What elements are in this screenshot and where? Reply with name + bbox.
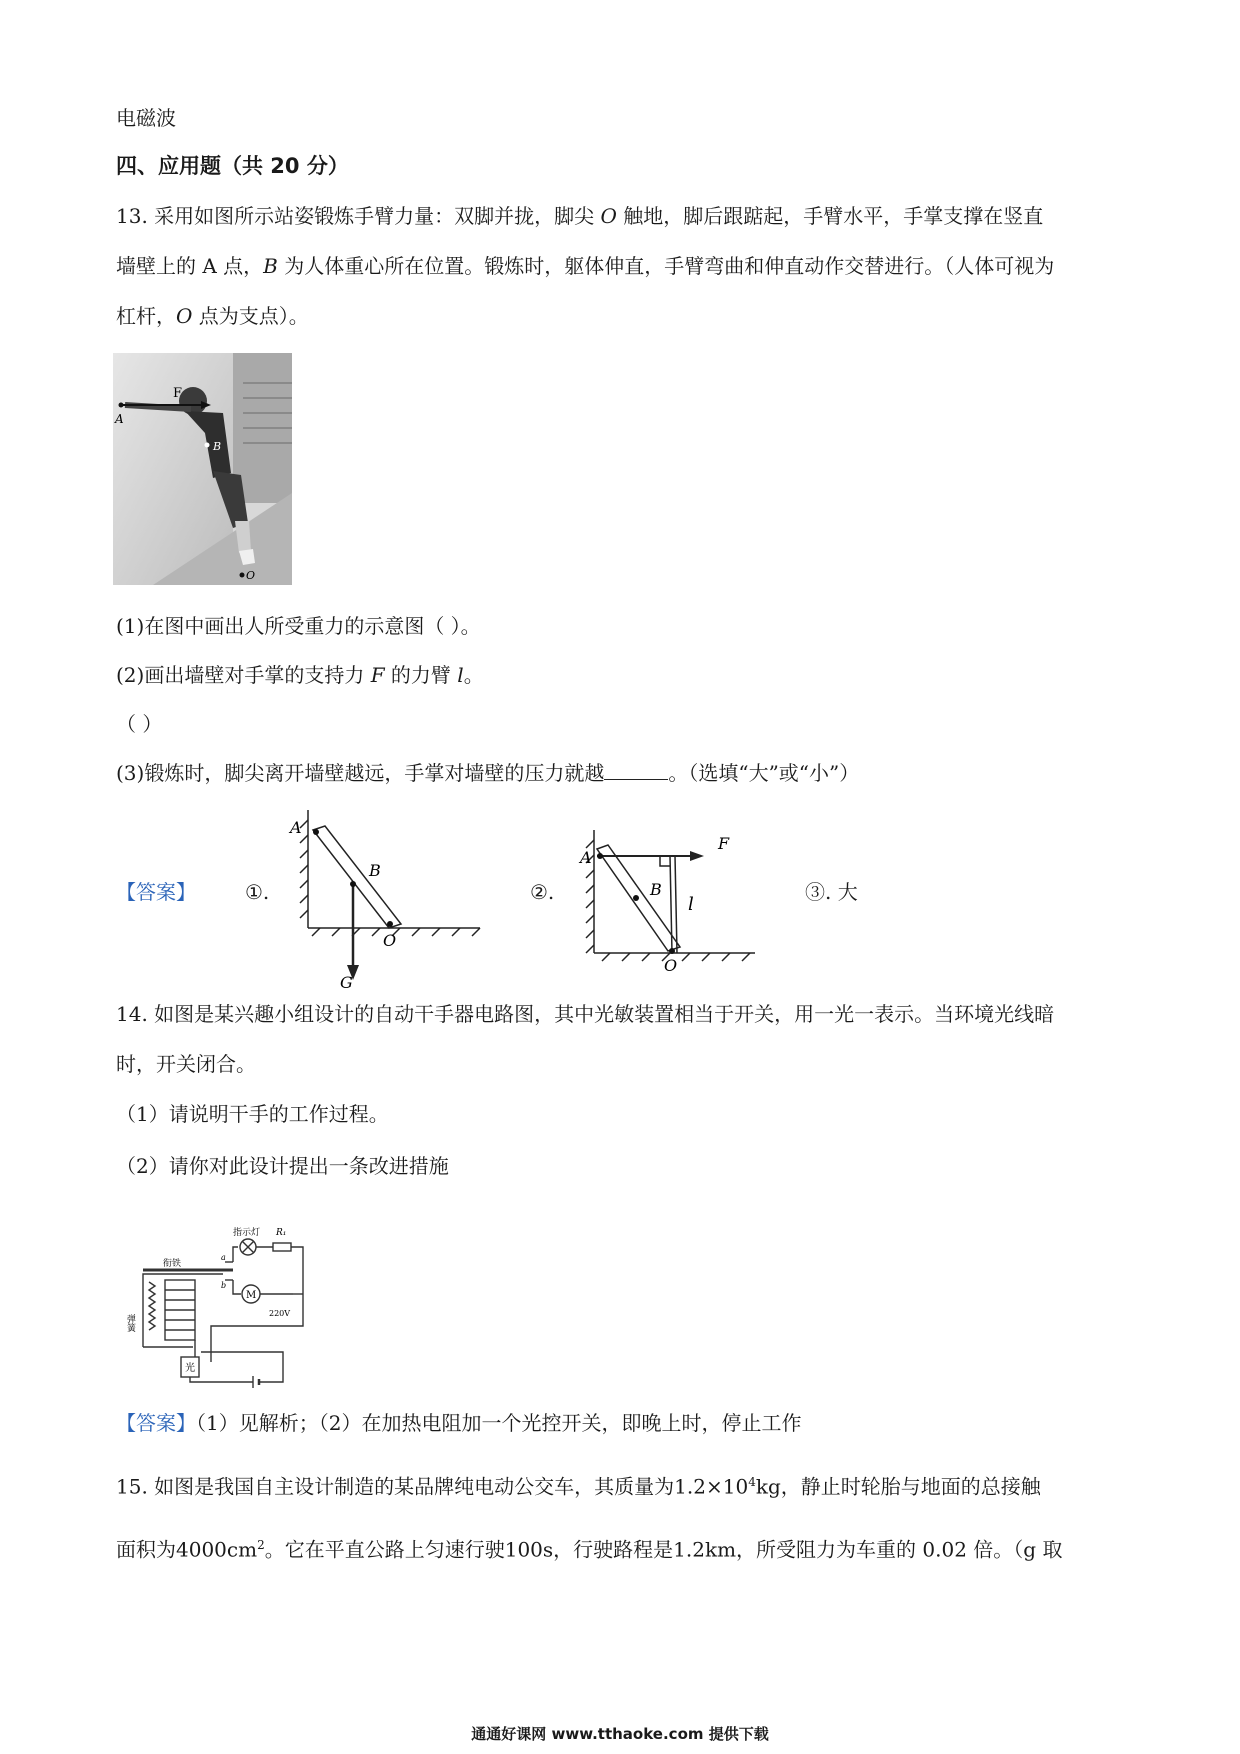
photo-label-F: F <box>173 386 183 401</box>
fig2-label-A: A <box>580 848 592 867</box>
top-line: 电磁波 <box>116 106 176 130</box>
fig2-label-O: O <box>664 956 678 975</box>
q15-line1: 15. 如图是我国自主设计制造的某品牌纯电动公交车，其质量为$1.2\times 10^4kg$，静止时轮胎与地面的总接触 <box>116 1474 1041 1499</box>
fig1-label-O: O <box>383 931 397 950</box>
circuit-label-armature: 衔铁 <box>163 1259 182 1269</box>
q13-line2: 墙壁上的 A 点，B 为人体重心所在位置。锻炼时，躯体伸直，手臂弯曲和伸直动作交替进行。（人体可视为 <box>116 254 1055 278</box>
q15-line2: 面积为$4000cm^2$。它在平直公路上匀速行驶100s，行驶路程是1.2km，所受阻力为车重的 0.02 倍。（g 取 <box>116 1537 1063 1562</box>
page-footer: 通通好课网 www.tthaoke.com 提供下载 <box>471 1725 769 1743</box>
q14-line1: 14. 如图是某兴趣小组设计的自动干手器电路图，其中光敏装置相当于开关，用一光一表示。当环境光线暗 <box>116 1002 1055 1026</box>
q13-answer-1: ①. <box>245 880 270 904</box>
circuit-label-spring: 弹簧 <box>125 1314 135 1332</box>
q14-answer: 【答案】（1）见解析；（2）在加热电阻加一个光控开关，即晚上时，停止工作 <box>116 1411 802 1435</box>
q13-sub3: (3)锻炼时，脚尖离开墙壁越远，手掌对墙壁的压力就越 。（选填“大”或“小”） <box>116 761 860 785</box>
section-heading: 四、应用题（共 20 分） <box>116 154 349 178</box>
fig1-label-B: B <box>369 861 381 880</box>
answer-blank <box>604 759 668 780</box>
fig2-label-B: B <box>650 880 662 899</box>
q13-answer-3: ③. 大 <box>805 880 858 904</box>
q13-answer-2: ②. <box>530 880 555 904</box>
q13-sub1: (1)在图中画出人所受重力的示意图（ ）。 <box>116 614 481 638</box>
exercise-photo <box>113 353 292 585</box>
q13-sub2: (2)画出墙壁对手掌的支持力 F 的力臂 l。 <box>116 663 484 687</box>
q14-sub1: （1）请说明干手的工作过程。 <box>116 1102 389 1126</box>
fig1-label-A: A <box>290 818 302 837</box>
q14-sub2: （2）请你对此设计提出一条改进措施 <box>116 1154 449 1178</box>
circuit-label-a: a <box>221 1253 226 1262</box>
circuit-label-light: 光 <box>185 1363 195 1374</box>
photo-label-B: B <box>213 440 222 453</box>
fig1-label-G: G <box>340 973 353 992</box>
answer-figure-2 <box>580 825 760 975</box>
q13-sub2-paren: （ ） <box>116 712 163 736</box>
circuit-label-lamp: 指示灯 <box>233 1228 261 1238</box>
photo-label-O: O <box>246 569 256 582</box>
q14-line2: 时，开关闭合。 <box>116 1052 256 1076</box>
circuit-label-voltage: 220V <box>269 1309 291 1318</box>
circuit-diagram <box>125 1222 333 1374</box>
answer-figure-1 <box>285 800 485 990</box>
q13-answer-tag: 【答案】 <box>116 880 196 904</box>
fig2-label-l: l <box>688 894 694 915</box>
photo-label-A: A <box>115 412 124 426</box>
fig2-label-F: F <box>718 834 730 853</box>
q13-line1: 13. 采用如图所示站姿锻炼手臂力量：双脚并拢，脚尖 O 触地，脚后跟踮起，手臂水平，手掌支撑在竖直 <box>116 204 1044 228</box>
circuit-label-r1: R₁ <box>276 1228 287 1238</box>
q13-line3: 杠杆，O 点为支点）。 <box>116 304 309 328</box>
circuit-label-motor: M <box>246 1290 257 1301</box>
circuit-label-b: b <box>221 1281 227 1290</box>
